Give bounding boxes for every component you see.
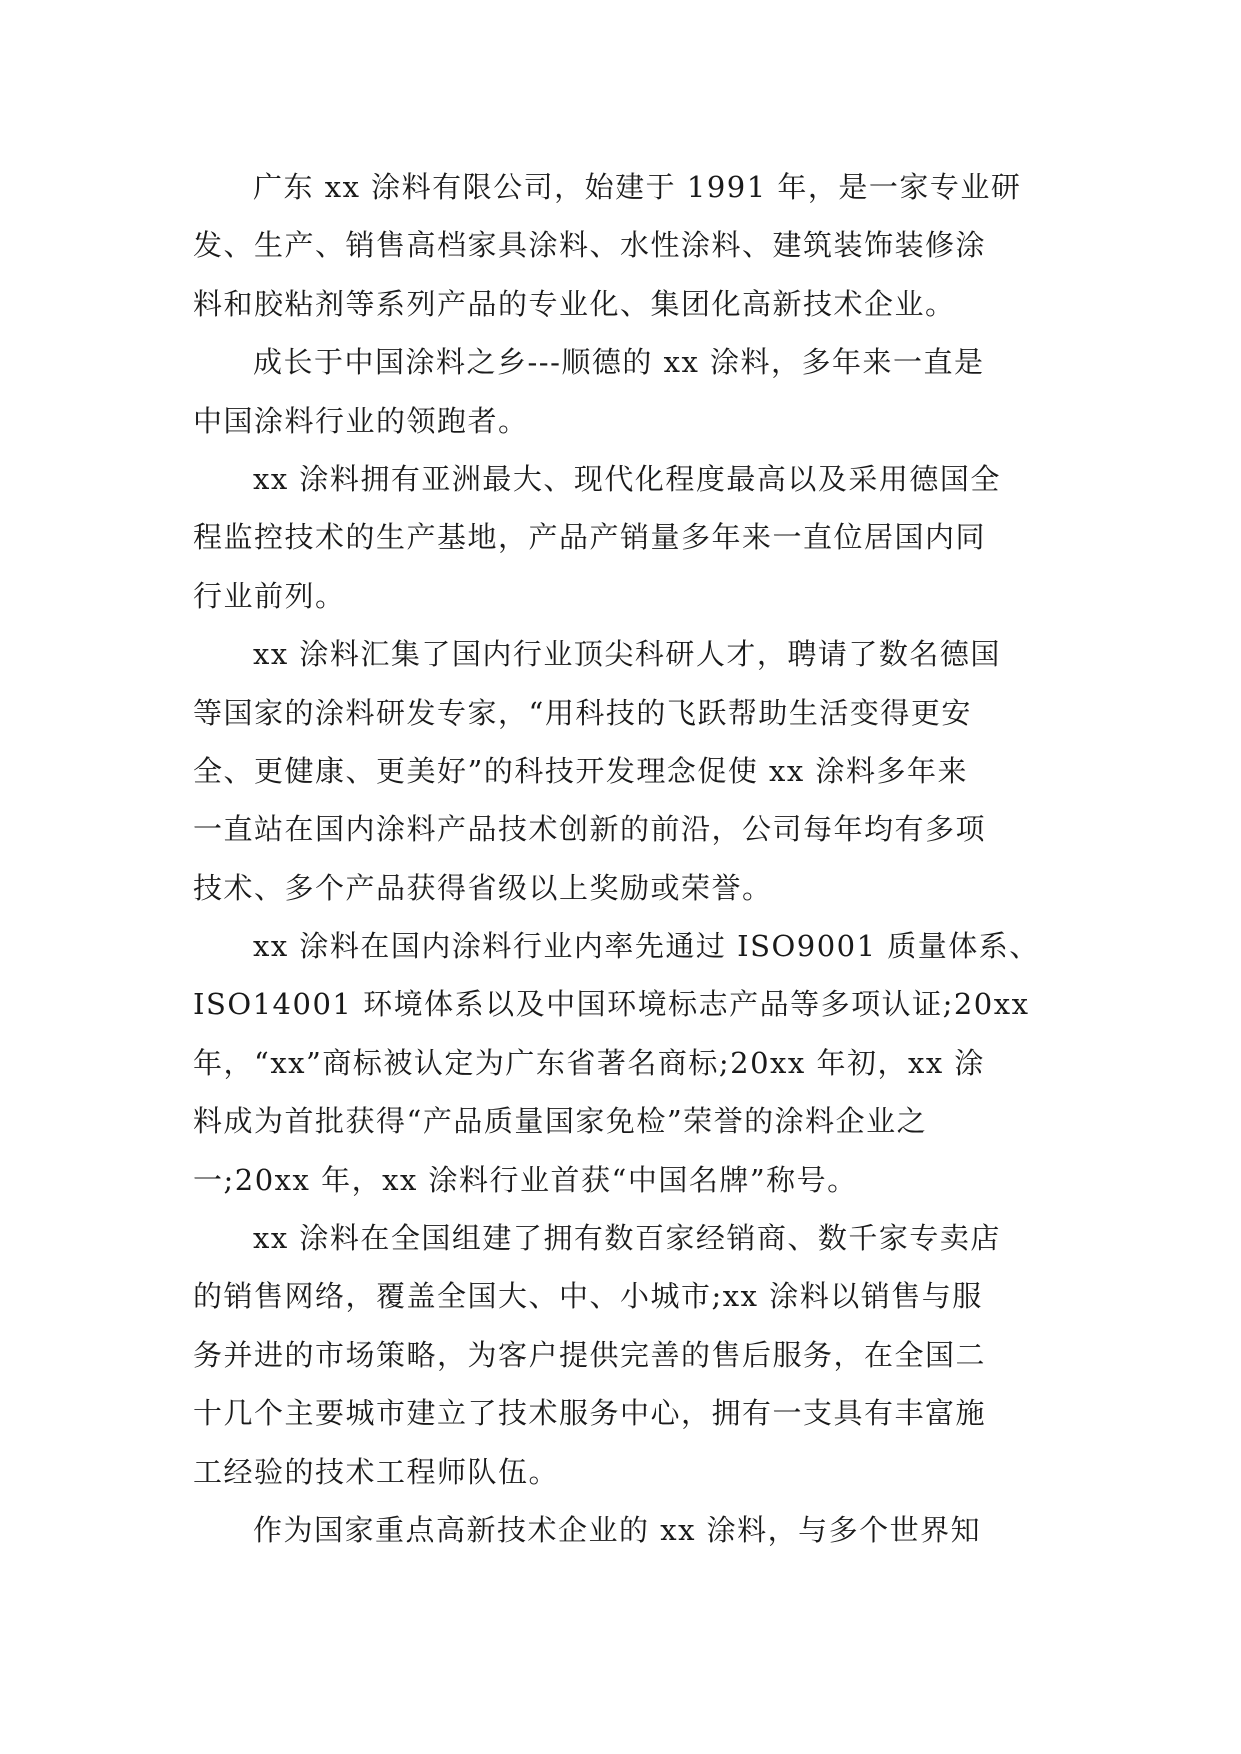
text-line: 料和胶粘剂等系列产品的专业化、集团化高新技术企业。 [193, 286, 956, 321]
text-line: 工经验的技术工程师队伍。 [193, 1454, 560, 1489]
text-line: 一;20xx 年，xx 涂料行业首获“中国名牌”称号。 [193, 1162, 858, 1197]
text-line: 程监控技术的生产基地，产品产销量多年来一直位居国内同 [193, 520, 987, 555]
paragraph-company-intro [193, 158, 1053, 333]
text-line: ISO14001 环境体系以及中国环境标志产品等多项认证;20xx [193, 987, 1030, 1022]
text-line: 广东 xx 涂料有限公司，始建于 1991 年，是一家专业研 [253, 170, 1022, 204]
text-line: 行业前列。 [193, 578, 346, 613]
text-line: xx 涂料在国内涂料行业内率先通过 ISO9001 质量体系、 [253, 929, 1040, 964]
text-line: 中国涂料行业的领跑者。 [193, 403, 529, 438]
paragraph-research [193, 625, 1053, 917]
text-line: 作为国家重点高新技术企业的 xx 涂料，与多个世界知 [253, 1512, 982, 1547]
text-line: 成长于中国涂料之乡---顺德的 xx 涂料，多年来一直是 [253, 345, 985, 380]
text-line: 的销售网络，覆盖全国大、中、小城市;xx 涂料以销售与服 [193, 1279, 983, 1314]
text-line: 十几个主要城市建立了技术服务中心，拥有一支具有丰富施 [193, 1396, 987, 1431]
text-line: 年，“xx”商标被认定为广东省著名商标;20xx 年初，xx 涂 [193, 1045, 985, 1080]
text-line: 等国家的涂料研发专家，“用科技的飞跃帮助生活变得更安 [193, 695, 972, 730]
text-line: 技术、多个产品获得省级以上奖励或荣誉。 [193, 870, 773, 905]
paragraph-origin [193, 333, 1053, 450]
text-line: xx 涂料汇集了国内行业顶尖科研人才，聘请了数名德国 [253, 637, 1001, 672]
text-line: 全、更健康、更美好”的科技开发理念促使 xx 涂料多年来 [193, 753, 968, 788]
text-line: 务并进的市场策略，为客户提供完善的售后服务，在全国二 [193, 1337, 987, 1372]
paragraph-sales-network [193, 1209, 1053, 1501]
paragraph-production-base [193, 450, 1053, 625]
text-line: xx 涂料在全国组建了拥有数百家经销商、数千家专卖店 [253, 1221, 1001, 1256]
document-body [193, 158, 1053, 1559]
paragraph-certifications [193, 917, 1053, 1209]
text-line: 发、生产、销售高档家具涂料、水性涂料、建筑装饰装修涂 [193, 228, 987, 263]
text-line: xx 涂料拥有亚洲最大、现代化程度最高以及采用德国全 [253, 461, 1001, 496]
text-line: 一直站在国内涂料产品技术创新的前沿，公司每年均有多项 [193, 812, 987, 847]
paragraph-partnerships [193, 1501, 1053, 1559]
text-line: 料成为首批获得“产品质量国家免检”荣誉的涂料企业之 [193, 1104, 928, 1139]
